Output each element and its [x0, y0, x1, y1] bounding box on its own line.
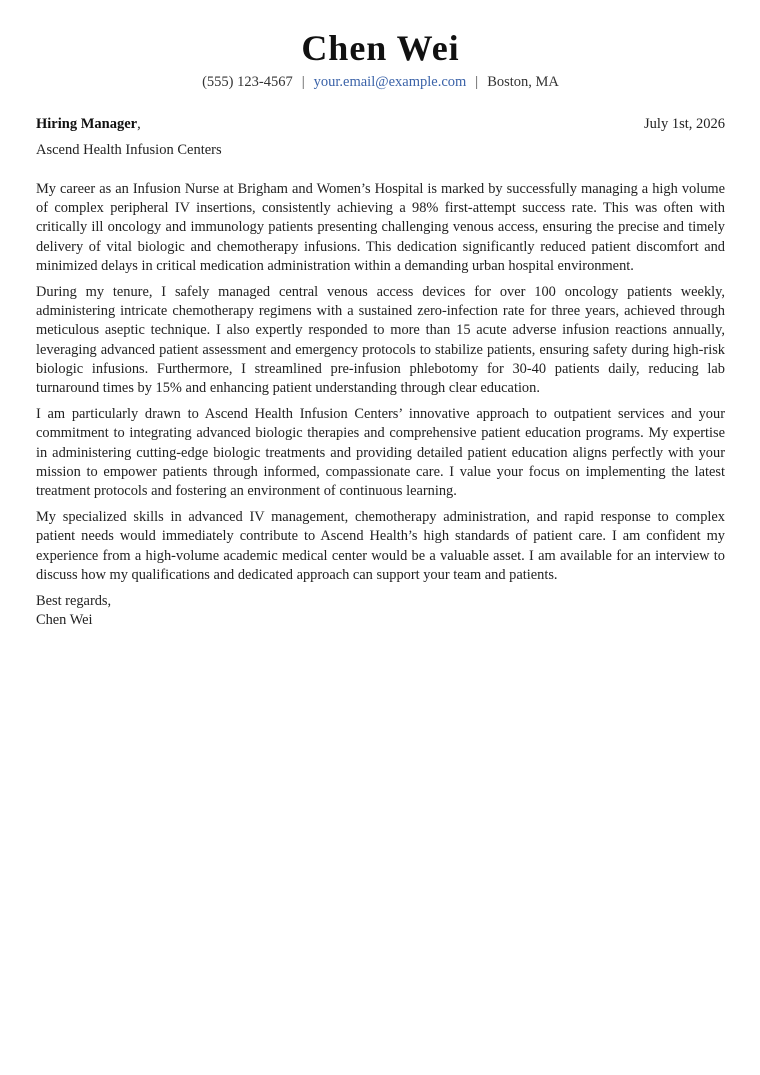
recipient-company: Ascend Health Infusion Centers — [36, 142, 222, 158]
body-paragraph: My career as an Infusion Nurse at Brigham and Women’s Hospital is marked by successfully managing a high volume of complex peripheral IV insertions, consistently achieving a 98% first-attempt success rate. This was often with critically ill oncology and immunology patients presenting challenging venous access, ensuring the precise and timely delivery of vital biologic and chemotherapy infusions. This dedication significantly reduced patient discomfort and minimized delays in critical medication administration within a demanding urban hospital environment. — [36, 181, 725, 274]
closing — [36, 592, 725, 631]
contact-separator: | — [301, 74, 305, 90]
letter-date: July 1st, 2026 — [644, 116, 725, 132]
phone-number: (555) 123-4567 — [202, 74, 293, 90]
letter-body — [36, 180, 725, 631]
location: Boston, MA — [487, 74, 559, 90]
signature: Chen Wei — [36, 612, 93, 629]
recipient-name: Hiring Manager, — [36, 116, 141, 132]
body-paragraph: I am particularly drawn to Ascend Health Infusion Centers’ innovative approach to outpatient services and your commitment to integrating advanced biologic therapies and comprehensive patient education programs. My expertise in administering cutting-edge biologic treatments and providing detailed patient education aligns perfectly with your mission to empower patients through informed, compassionate care. I value your focus on implementing the latest treatment protocols and fostering an environment of continuous learning. — [36, 406, 725, 500]
contact-line — [36, 72, 725, 92]
recipient-row — [36, 114, 725, 134]
closing-salutation: Best regards, — [36, 593, 112, 610]
email-link[interactable]: your.email@example.com — [313, 74, 467, 90]
body-paragraph: During my tenure, I safely managed central venous access devices for over 100 oncology patients weekly, administering intricate chemotherapy regimens with a sustained zero-infection rate for three years, achieved through meticulous aseptic technique. I also expertly responded to more than 15 acute adverse infusion reactions annually, leveraging advanced patient assessment and emergency protocols to stabilize patients, ensuring safety during high-risk biologic infusions. Furthermore, I streamlined pre-infusion phlebotomy for 30-40 patients daily, reducing lab turnaround times by 15% and enhancing patient understanding through clear education. — [36, 284, 725, 397]
applicant-name: Chen Wei — [301, 28, 460, 68]
contact-separator: | — [475, 74, 479, 90]
body-paragraph: My specialized skills in advanced IV management, chemotherapy administration, and rapid response to complex patient needs would immediately contribute to Ascend Health’s high standards of patient care. I am confident my experience from a high-volume academic medical center would be a valuable asset. I am available for an interview to discuss how my qualifications and dedicated approach can support your team and patients. — [36, 509, 725, 583]
